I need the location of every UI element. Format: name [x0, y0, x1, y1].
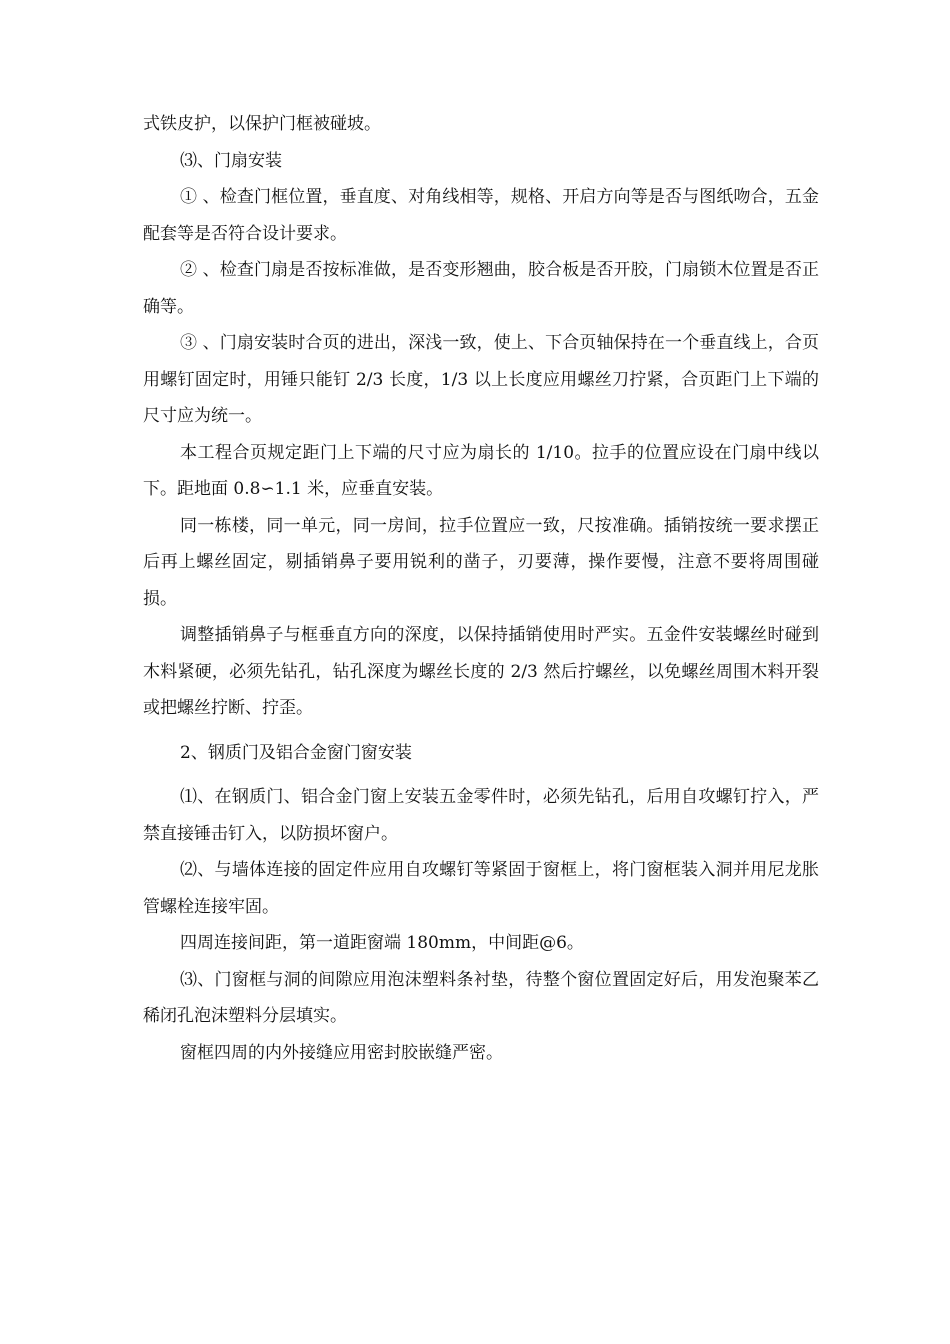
paragraph-gap-filling: ⑶、门窗框与洞的间隙应用泡沫塑料条衬垫，待整个窗位置固定好后，用发泡聚苯乙稀闭孔泡沫塑料分层填实。	[143, 969, 819, 1026]
paragraph-check-frame: ① 、检查门框位置，垂直度、对角线相等，规格、开启方向等是否与图纸吻合，五金配套等是否符合设计要求。	[143, 187, 819, 244]
heading-steel-aluminium: 2、钢质门及铝合金窗门窗安装	[180, 742, 412, 763]
paragraph-spacing: 四周连接间距，第一道距窗端 180mm，中间距@6。	[180, 933, 584, 953]
paragraph-latch-adjust: 调整插销鼻子与框垂直方向的深度，以保持插销使用时严实。五金件安装螺丝时碰到木料紧硬，必须先钻孔，钻孔深度为螺丝长度的 2/3 然后拧螺丝，以免螺丝周围木料开裂或把螺丝拧断、拧歪。	[143, 625, 819, 718]
paragraph-check-leaf: ② 、检查门扇是否按标准做，是否变形翘曲，胶合板是否开胶，门扇锁木位置是否正确等。	[143, 260, 819, 317]
document-page	[143, 106, 819, 1071]
paragraph-drill-holes: ⑴、在钢质门、铝合金门窗上安装五金零件时，必须先钻孔，后用自攻螺钉拧入，严禁直接锤击钉入，以防损坏窗户。	[143, 787, 819, 844]
paragraph-wall-fixing: ⑵、与墙体连接的固定件应用自攻螺钉等紧固于窗框上，将门窗框装入洞并用尼龙胀管螺栓连接牢固。	[143, 860, 819, 917]
paragraph-1: 式铁皮护，以保护门框被碰坡。	[143, 114, 381, 134]
paragraph-sealing: 窗框四周的内外接缝应用密封胶嵌缝严密。	[180, 1042, 503, 1063]
paragraph-handle-position: 同一栋楼，同一单元，同一房间，拉手位置应一致，尺按准确。插销按统一要求摆正后再上螺丝固定，剔插销鼻子要用锐利的凿子，刃要薄，操作要慢，注意不要将周围碰损。	[143, 515, 819, 609]
paragraph-hinge-spec: 本工程合页规定距门上下端的尺寸应为扇长的 1/10。拉手的位置应设在门扇中线以下。距地面 0.8∽1.1 米，应垂直安装。	[143, 442, 819, 499]
paragraph-hinge-install: ③ 、门扇安装时合页的进出，深浅一致，使上、下合页轴保持在一个垂直线上，合页用螺钉固定时，用锤只能钉 2/3 长度，1/3 以上长度应用螺丝刀拧紧，合页距门上下端的尺寸应为统一。	[143, 333, 819, 426]
heading-door-leaf-install: ⑶、门扇安装	[180, 150, 282, 171]
